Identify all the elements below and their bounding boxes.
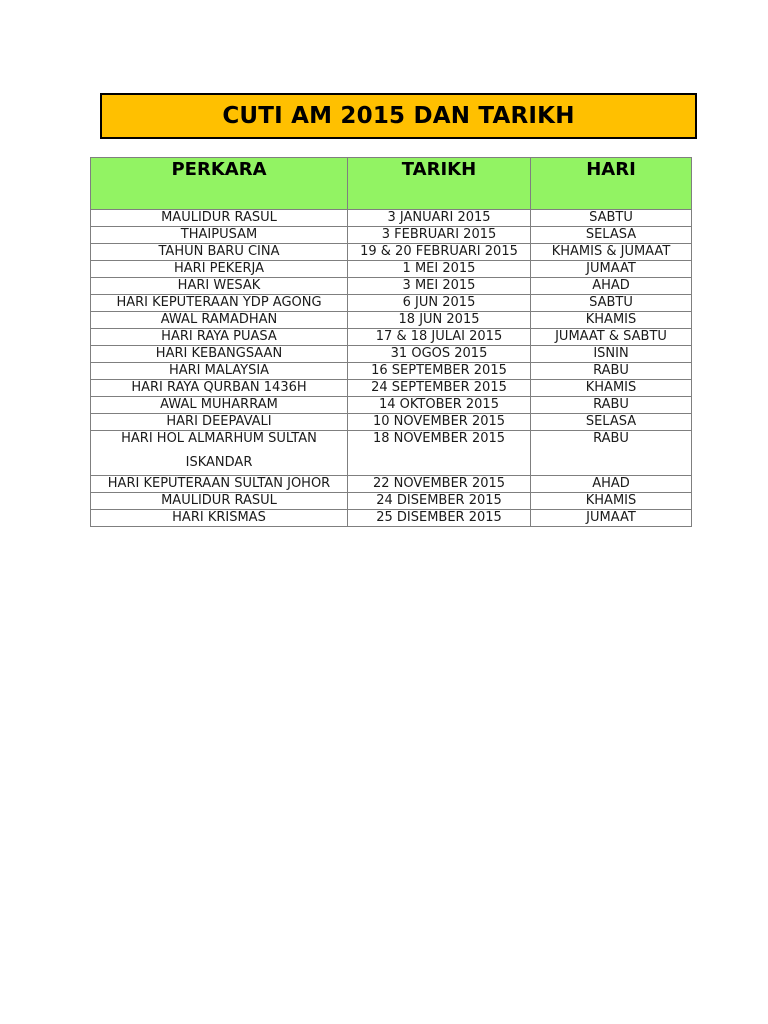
cell-tarikh: 17 & 18 JULAI 2015 bbox=[348, 329, 531, 346]
cell-hari: KHAMIS & JUMAAT bbox=[531, 244, 692, 261]
table-row bbox=[91, 312, 692, 329]
table-row bbox=[91, 295, 692, 312]
cell-tarikh: 31 OGOS 2015 bbox=[348, 346, 531, 363]
cell-perkara: THAIPUSAM bbox=[91, 227, 348, 244]
cell-hari: KHAMIS bbox=[531, 493, 692, 510]
cell-perkara: HARI DEEPAVALI bbox=[91, 414, 348, 431]
cell-tarikh: 6 JUN 2015 bbox=[348, 295, 531, 312]
cell-perkara-line1: HARI HOL ALMARHUM SULTAN bbox=[121, 431, 317, 446]
cell-hari: JUMAAT bbox=[531, 510, 692, 527]
cell-perkara: AWAL RAMADHAN bbox=[91, 312, 348, 329]
cell-perkara: HARI PEKERJA bbox=[91, 261, 348, 278]
cell-tarikh: 24 SEPTEMBER 2015 bbox=[348, 380, 531, 397]
cell-perkara bbox=[91, 431, 348, 476]
cell-perkara: HARI WESAK bbox=[91, 278, 348, 295]
cell-tarikh: 1 MEI 2015 bbox=[348, 261, 531, 278]
table-row bbox=[91, 363, 692, 380]
table-row bbox=[91, 510, 692, 527]
table-header-row bbox=[91, 158, 692, 210]
cell-hari: ISNIN bbox=[531, 346, 692, 363]
cell-hari: SELASA bbox=[531, 227, 692, 244]
cell-tarikh: 25 DISEMBER 2015 bbox=[348, 510, 531, 527]
cell-hari: SELASA bbox=[531, 414, 692, 431]
table-row bbox=[91, 476, 692, 493]
cell-tarikh: 3 JANUARI 2015 bbox=[348, 210, 531, 227]
cell-hari: JUMAAT & SABTU bbox=[531, 329, 692, 346]
cell-tarikh: 10 NOVEMBER 2015 bbox=[348, 414, 531, 431]
cell-tarikh: 16 SEPTEMBER 2015 bbox=[348, 363, 531, 380]
cell-tarikh: 22 NOVEMBER 2015 bbox=[348, 476, 531, 493]
cell-hari: SABTU bbox=[531, 295, 692, 312]
table-row bbox=[91, 261, 692, 278]
cell-perkara: HARI KRISMAS bbox=[91, 510, 348, 527]
cell-perkara: AWAL MUHARRAM bbox=[91, 397, 348, 414]
cell-hari: KHAMIS bbox=[531, 380, 692, 397]
cell-tarikh: 19 & 20 FEBRUARI 2015 bbox=[348, 244, 531, 261]
table-row bbox=[91, 431, 692, 476]
cell-hari: RABU bbox=[531, 397, 692, 414]
table-row bbox=[91, 493, 692, 510]
cell-tarikh: 24 DISEMBER 2015 bbox=[348, 493, 531, 510]
cell-perkara-line2: ISKANDAR bbox=[185, 455, 253, 470]
table-row bbox=[91, 346, 692, 363]
cell-hari: AHAD bbox=[531, 476, 692, 493]
table-row bbox=[91, 278, 692, 295]
cell-perkara: HARI KEPUTERAAN SULTAN JOHOR bbox=[91, 476, 348, 493]
cell-perkara: HARI RAYA PUASA bbox=[91, 329, 348, 346]
cell-perkara-wrapped bbox=[91, 431, 347, 476]
cell-hari: KHAMIS bbox=[531, 312, 692, 329]
cell-perkara: HARI RAYA QURBAN 1436H bbox=[91, 380, 348, 397]
header-hari: HARI bbox=[531, 158, 692, 210]
table-row bbox=[91, 380, 692, 397]
holiday-table bbox=[90, 157, 692, 527]
cell-perkara: MAULIDUR RASUL bbox=[91, 210, 348, 227]
table-row bbox=[91, 414, 692, 431]
cell-hari: JUMAAT bbox=[531, 261, 692, 278]
table-row bbox=[91, 397, 692, 414]
page-title: CUTI AM 2015 DAN TARIKH bbox=[222, 103, 575, 129]
cell-tarikh: 3 MEI 2015 bbox=[348, 278, 531, 295]
cell-tarikh: 14 OKTOBER 2015 bbox=[348, 397, 531, 414]
cell-hari: SABTU bbox=[531, 210, 692, 227]
title-banner bbox=[100, 93, 697, 139]
cell-hari: RABU bbox=[531, 363, 692, 380]
cell-tarikh: 18 JUN 2015 bbox=[348, 312, 531, 329]
cell-perkara: HARI MALAYSIA bbox=[91, 363, 348, 380]
cell-hari: AHAD bbox=[531, 278, 692, 295]
cell-tarikh: 18 NOVEMBER 2015 bbox=[348, 431, 531, 476]
cell-tarikh: 3 FEBRUARI 2015 bbox=[348, 227, 531, 244]
cell-perkara: MAULIDUR RASUL bbox=[91, 493, 348, 510]
header-tarikh: TARIKH bbox=[348, 158, 531, 210]
table-row bbox=[91, 227, 692, 244]
cell-perkara: TAHUN BARU CINA bbox=[91, 244, 348, 261]
table-row bbox=[91, 329, 692, 346]
cell-perkara: HARI KEBANGSAAN bbox=[91, 346, 348, 363]
cell-perkara: HARI KEPUTERAAN YDP AGONG bbox=[91, 295, 348, 312]
header-perkara: PERKARA bbox=[91, 158, 348, 210]
table-row bbox=[91, 244, 692, 261]
table-row bbox=[91, 210, 692, 227]
cell-hari: RABU bbox=[531, 431, 692, 476]
